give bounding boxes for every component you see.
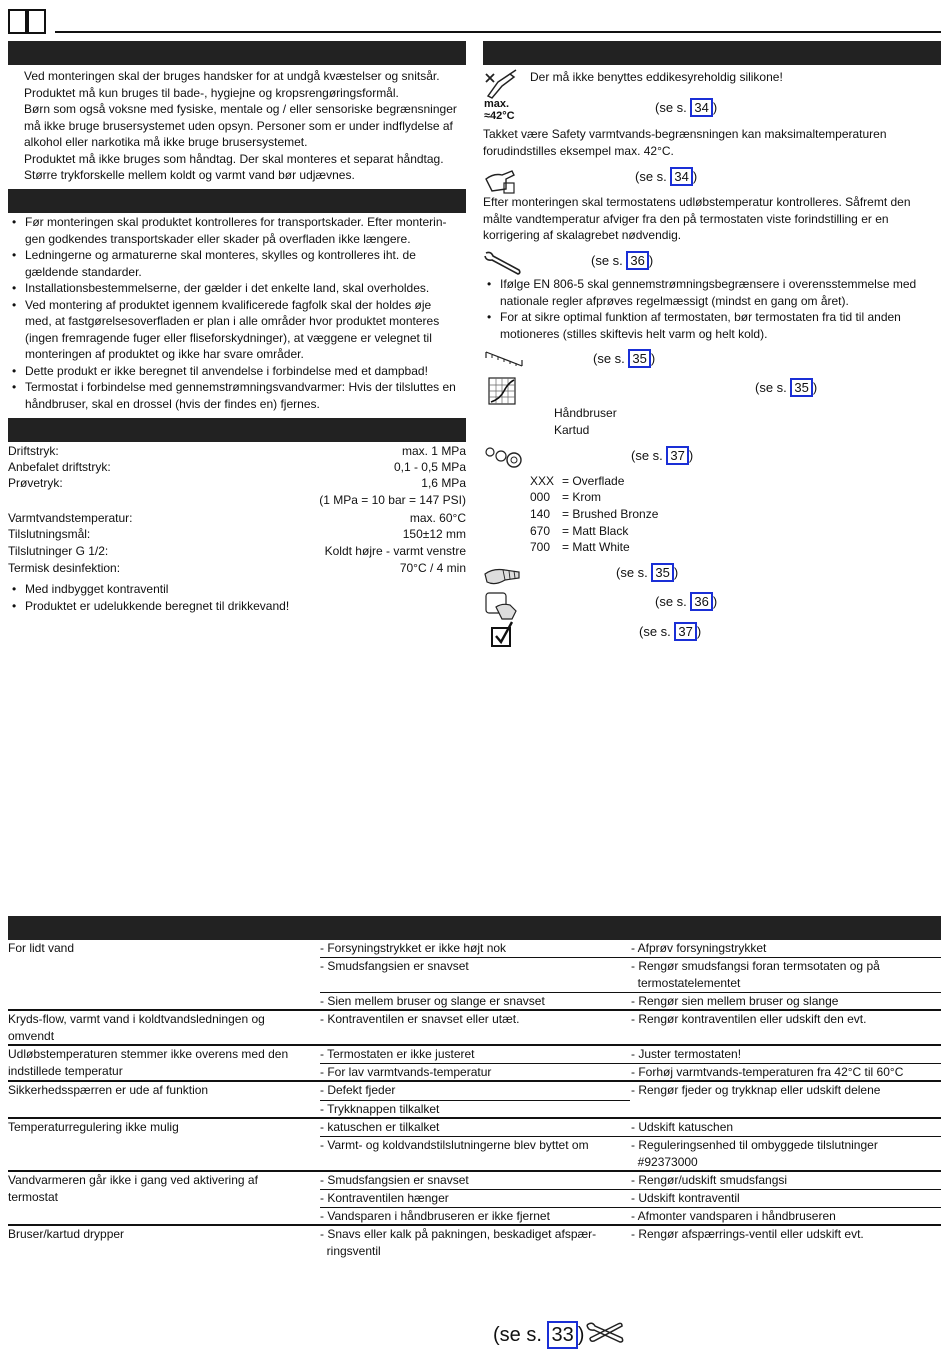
page-link-35[interactable]: 35 (651, 563, 673, 582)
see-ref-37a: (se s. 37 ) (631, 448, 694, 463)
table-cell-line: - katuschen er tilkalket (320, 1120, 440, 1134)
table-cell (320, 1011, 625, 1028)
table-cell (8, 1082, 308, 1099)
list-item: • Produktet er udelukkende beregnet til drikkevand! (8, 598, 468, 615)
table-cell (320, 1046, 625, 1063)
table-cell-line: Kryds-flow, varmt vand i koldtvandsledningen og (8, 1012, 265, 1026)
list-item: • Termostat i forbindelse med gennemstrømningsvandvarmer: Hvis der tilsluttes en håndbruser, skal en drossel (hvis der findes en) fjernes. (8, 379, 468, 412)
tech-row: Termisk desinfektion: 70°C / 4 min (8, 561, 466, 575)
book-icon (7, 7, 47, 35)
table-cell (631, 1208, 941, 1225)
tech-row: Tilslutninger G 1/2: Koldt højre - varmt venstre (8, 544, 466, 558)
table-cell-line: - Snavs eller kalk på pakningen, beskadiget afspær- (320, 1227, 597, 1241)
table-cell-line: - Forsyningstrykket er ikke højt nok (320, 941, 507, 955)
table-cell-line: - Juster termostaten! (631, 1047, 742, 1061)
tech-row: Tilslutningsmål: 150±12 mm (8, 527, 466, 541)
page-link-35[interactable]: 35 (628, 349, 650, 368)
table-cell-line: - Rengør afspærrings-ventil eller udskift evt. (631, 1227, 864, 1241)
list-item: • Før monteringen skal produktet kontrolleres for transportskader. Efter monterin- gen godkendes transportskader eller skader på overfladen ikke længere. (8, 214, 468, 247)
table-cell (320, 1082, 625, 1099)
table-cell (631, 1137, 941, 1170)
table-cell-line: - Kontraventilen er snavset eller utæt. (320, 1012, 520, 1026)
finish-item: 000 = Krom (530, 490, 602, 504)
table-cell-line: ringsventil (320, 1243, 381, 1258)
table-cell-line: - Trykknappen tilkalket (320, 1102, 440, 1116)
operation-hand-icon (483, 562, 523, 588)
table-cell (631, 1064, 941, 1081)
page-link-33[interactable]: 33 (547, 1321, 577, 1349)
list-item: • Ved montering af produktet igennem kvalificerede fagfolk skal der holdes øje med, at fastgørelsesoverfladen er plan i alle områder hvor produktet monteres (ingen fremragende fuger eller fliseforskydninger), at væggene er velegnet til monteringen af produktet og ikke har svare områder. (8, 297, 468, 363)
legend-spout: Kartud (554, 423, 590, 437)
table-cell (320, 1101, 625, 1118)
table-cell (320, 1137, 625, 1154)
see-ref-35c: (se s. 35 ) (616, 565, 679, 580)
table-cell (320, 1226, 625, 1259)
silicone-text: Der må ikke benyttes eddikesyreholdig silikone! (530, 70, 783, 84)
table-cell-line: - Vandsparen i håndbruseren er ikke fjernet (320, 1209, 550, 1223)
finish-item: 670 = Matt Black (530, 524, 629, 538)
table-cell (320, 1172, 625, 1189)
section-bar-mounting (8, 189, 466, 213)
max-label: max. (484, 98, 510, 110)
page-link-37[interactable]: 37 (666, 446, 688, 465)
section-bar-technical (8, 418, 466, 442)
page-link-37[interactable]: 37 (674, 622, 696, 641)
table-cell-line: - Smudsfangsien er snavset (320, 1173, 469, 1187)
table-cell-line: Sikkerhedsspærren er ude af funktion (8, 1083, 209, 1097)
table-cell-line: - Smudsfangsien er snavset (320, 959, 469, 973)
spare-parts-icon (484, 446, 524, 470)
page-link-34[interactable]: 34 (670, 167, 692, 186)
table-cell (631, 993, 941, 1010)
table-cell-line: - For lav varmtvands-temperatur (320, 1065, 492, 1079)
footer-ref: (se s. 33 ) (493, 1321, 584, 1349)
page-link-34[interactable]: 34 (690, 98, 712, 117)
list-item: • Ifølge EN 806-5 skal gennemstrømningsbegrænsere i overensstemmelse med nationale regler afprøves regelmæssigt (mindst en gang om året). (483, 276, 943, 309)
table-cell (8, 1226, 308, 1243)
table-cell-line: - Rengør sien mellem bruser og slange (631, 994, 839, 1008)
table-cell-line: - Varmt- og koldvandstilslutningerne blev byttet om (320, 1138, 589, 1152)
table-cell-line: termostat (8, 1189, 59, 1204)
tech-row: Anbefalet driftstryk: 0,1 - 0,5 MPa (8, 460, 466, 474)
temp-label: ≈42°C (484, 110, 515, 122)
safety-text: Ved monteringen skal der bruges handsker for at undgå kvæstelser og snitsår. Produktet må kun bruges til bade-, hygiejne og kropsrengøringsformål. Børn som også voksne med fysiske, mentale og / eller sensoriske begrænsninger må ikke bruge brusersystemet uden opsyn. Personer som er under indflydelse af alkohol eller narkotika må ikke bruge brusersystemet. Produktet må ikke bruges som håndtag. Der skal monteres et separat håndtag. Større trykforskelle mellem koldt og varmt vand bør udjævnes. (24, 69, 457, 182)
tech-row: Prøvetryk: 1,6 MPa (8, 476, 466, 490)
wrench-icon (483, 250, 523, 276)
table-cell (8, 1046, 308, 1079)
table-cell (320, 1119, 625, 1136)
table-cell-line: - Rengør kontraventilen eller udskift den evt. (631, 1012, 867, 1026)
table-cell (320, 940, 625, 957)
table-cell (631, 1046, 941, 1063)
section-bar-troubleshooting (8, 916, 941, 940)
adjust-text: Efter monteringen skal termostatens udløbstemperatur kontrolleres. Såfremt den målte vandtemperatur afviger fra den på termostaten viste forindstilling er en korrigering af skalagrebet nødvendig. (483, 195, 911, 242)
maintenance-list (483, 276, 943, 342)
table-cell (631, 1011, 941, 1028)
table-cell-line: - Afmonter vandsparen i håndbruseren (631, 1209, 836, 1223)
section-bar-right (483, 41, 941, 65)
table-cell-line: Bruser/kartud drypper (8, 1227, 125, 1241)
silicone-gun-icon (484, 68, 518, 100)
table-cell (631, 1119, 941, 1136)
table-cell (631, 940, 941, 957)
table-cell-line: - Reguleringsenhed til ombyggede tilslutninger (631, 1138, 878, 1152)
hand-adjust-icon (484, 165, 518, 195)
table-cell-line: - Termostaten er ikke justeret (320, 1047, 475, 1061)
tech-bullets (8, 581, 468, 614)
tools-icon (584, 1320, 626, 1344)
table-cell-line: - Afprøv forsyningstrykket (631, 941, 767, 955)
table-cell-line: Vandvarmeren går ikke i gang ved aktivering af (8, 1173, 258, 1187)
table-cell (8, 1119, 308, 1136)
table-cell-line: - Udskift katuschen (631, 1120, 734, 1134)
see-ref-36b: (se s. 36 ) (655, 594, 718, 609)
table-cell-line: - Forhøj varmtvands-temperaturen fra 42°C til 60°C (631, 1065, 904, 1079)
table-cell-line: termostatelementet (631, 975, 741, 990)
table-cell-line: - Rengør smudsfangsi foran termsotaten og på (631, 959, 880, 973)
see-ref-36a: (se s. 36 ) (591, 253, 654, 268)
table-cell-line: Temperaturregulering ikke mulig (8, 1120, 179, 1134)
table-cell (631, 1172, 941, 1189)
table-cell (320, 1190, 625, 1207)
table-cell-line: - Rengør/udskift smudsfangsi (631, 1173, 788, 1187)
section-bar-safety (8, 41, 466, 65)
table-cell-line: omvendt (8, 1028, 55, 1043)
table-cell-line: For lidt vand (8, 941, 75, 955)
table-cell (320, 993, 625, 1010)
table-cell (320, 1064, 625, 1081)
table-cell (631, 958, 941, 991)
cleaning-icon (484, 591, 518, 621)
finish-item: XXX = Overflade (530, 474, 625, 488)
list-item: • For at sikre optimal funktion af termostaten, bør termostaten fra tid til anden motioneres (stilles skiftevis helt varm og helt kold). (483, 309, 943, 342)
safety-temp-text: Takket være Safety varmtvands-begrænsningen kan maksimaltemperaturen forudindstilles eksempel max. 42°C. (483, 127, 887, 158)
finish-item: 140 = Brushed Bronze (530, 507, 659, 521)
table-cell-line: - Rengør fjeder og trykknap eller udskift delene (631, 1083, 881, 1097)
table-cell (320, 1208, 625, 1225)
table-cell-line: Udløbstemperaturen stemmer ikke overens med den (8, 1047, 289, 1061)
see-ref-34b: (se s. 34 ) (635, 169, 698, 184)
see-ref-34a: (se s. 34 ) (655, 100, 718, 115)
list-item: • Installationsbestemmelserne, der gælder i det enkelte land, skal overholdes. (8, 280, 468, 297)
page-link-35[interactable]: 35 (790, 378, 812, 397)
table-cell (320, 958, 625, 975)
table-cell-line: - Udskift kontraventil (631, 1191, 740, 1205)
table-cell-line: - Defekt fjeder (320, 1083, 396, 1097)
table-cell (631, 1082, 941, 1099)
see-ref-37b: (se s. 37 ) (639, 624, 702, 639)
table-cell-line: #92373000 (631, 1154, 698, 1169)
legend-handshower: Håndbruser (554, 406, 617, 420)
checkbox-icon (490, 620, 516, 648)
header-rule (55, 31, 941, 33)
table-cell (8, 940, 308, 957)
see-ref-35a: (se s. 35 ) (593, 351, 656, 366)
tech-row: Driftstryk: max. 1 MPa (8, 444, 466, 458)
finish-item: 700 = Matt White (530, 540, 630, 554)
table-cell-line: indstillede temperatur (8, 1063, 123, 1078)
tech-row: (1 MPa = 10 bar = 147 PSI) (319, 493, 466, 507)
list-item: • Ledningerne og armaturerne skal monteres, skylles og kontrolleres iht. de gældende standarder. (8, 247, 468, 280)
tech-row: Varmtvandstemperatur: max. 60°C (8, 511, 466, 525)
table-cell-line: - Kontraventilen hænger (320, 1191, 449, 1205)
see-ref-35b: (se s. 35 ) (755, 380, 818, 395)
table-cell (631, 1190, 941, 1207)
flow-diagram-icon (488, 377, 516, 405)
table-cell-line: - Sien mellem bruser og slange er snavset (320, 994, 545, 1008)
table-cell (631, 1226, 941, 1243)
table-cell (8, 1011, 308, 1044)
list-item: • Med indbygget kontraventil (8, 581, 468, 598)
dimensions-icon (484, 348, 524, 370)
page-link-36[interactable]: 36 (626, 251, 648, 270)
mounting-list (8, 214, 468, 412)
table-cell (8, 1172, 308, 1205)
page-link-36[interactable]: 36 (690, 592, 712, 611)
list-item: • Dette produkt er ikke beregnet til anvendelse i forbindelse med et dampbad! (8, 363, 468, 380)
